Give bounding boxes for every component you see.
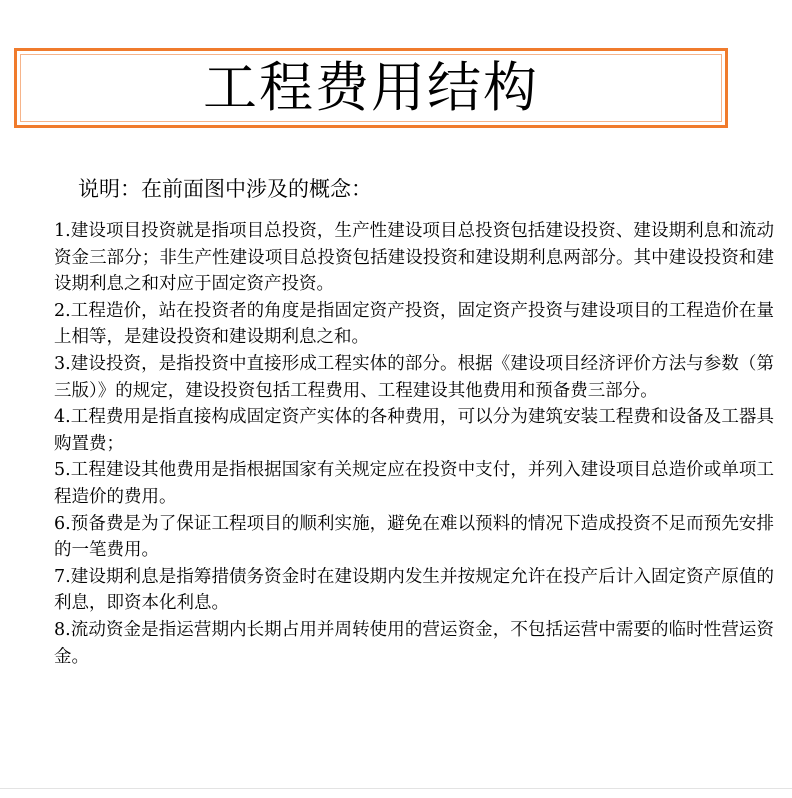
concept-item-4: 4.工程费用是指直接构成固定资产实体的各种费用，可以分为建筑安装工程费和设备及工器具购置费； (54, 407, 774, 454)
concept-list (54, 218, 774, 670)
subtitle: 说明：在前面图中涉及的概念： (78, 177, 372, 201)
concept-item-7: 7.建设期利息是指筹措债务资金时在建设期内发生并按规定允许在投产后计入固定资产原值的利息，即资本化利息。 (54, 566, 774, 614)
bottom-divider (0, 788, 792, 789)
concept-item-2: 2.工程造价，站在投资者的角度是指固定资产投资，固定资产投资与建设项目的工程造价在量上相等，是建设投资和建设期利息之和。 (54, 300, 774, 348)
concept-item-3: 3.建设投资，是指投资中直接形成工程实体的部分。根据《建设项目经济评价方法与参数（第三版）》的规定，建设投资包括工程费用、工程建设其他费用和预备费三部分。 (54, 353, 774, 401)
concept-item-6: 6.预备费是为了保证工程项目的顺利实施，避免在难以预料的情况下造成投资不足而预先安排的一笔费用。 (54, 513, 774, 561)
concept-item-1: 1.建设项目投资就是指项目总投资，生产性建设项目总投资包括建设投资、建设期利息和流动资金三部分；非生产性建设项目总投资包括建设投资和建设期利息两部分。其中建设投资和建设期利息之和对应于固定资产投资。 (54, 221, 774, 295)
concept-item-8: 8.流动资金是指运营期内长期占用并周转使用的营运资金，不包括运营中需要的临时性营运资金。 (54, 619, 774, 667)
concept-item-5: 5.工程建设其他费用是指根据国家有关规定应在投资中支付，并列入建设项目总造价或单项工程造价的费用。 (54, 460, 774, 507)
page-title: 工程费用结构 (203, 56, 539, 119)
title-box (14, 48, 728, 128)
